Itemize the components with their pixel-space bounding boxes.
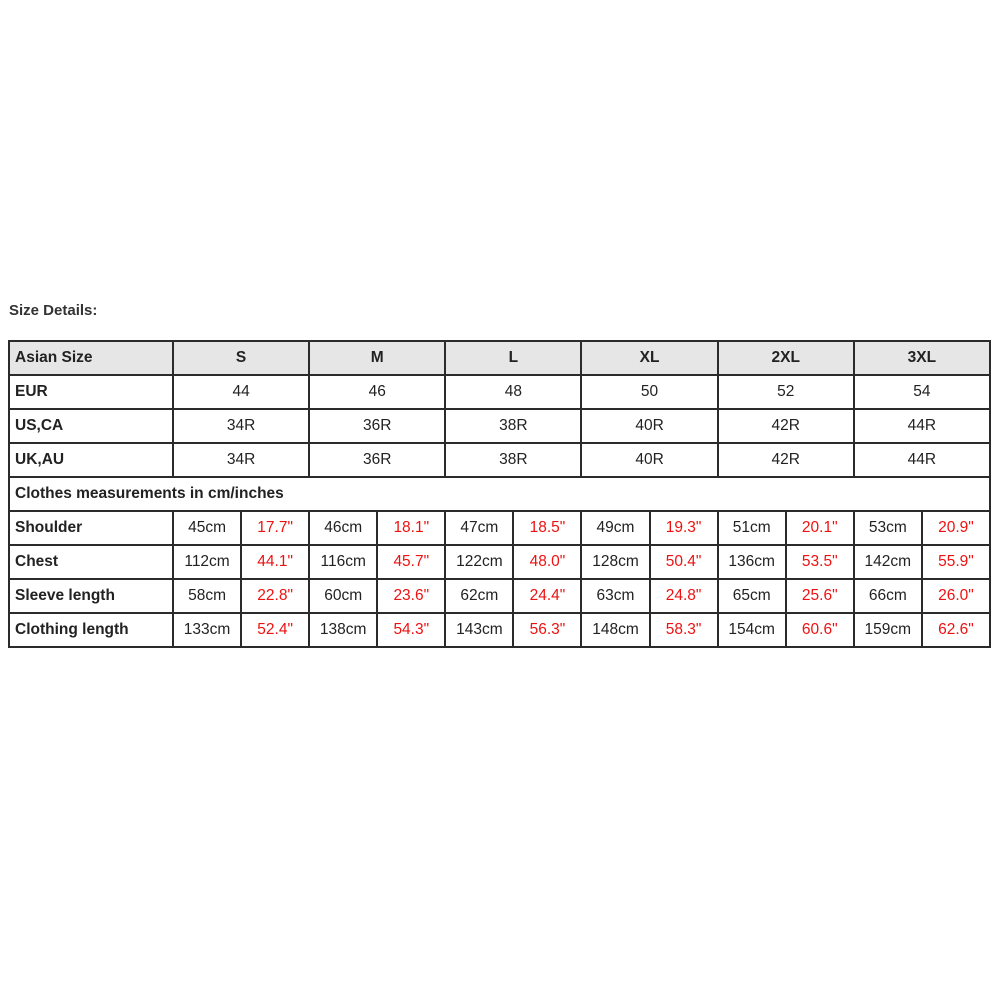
- measurement-note-prefix: Clothes measurements in cm/: [15, 485, 235, 502]
- row-label: EUR: [9, 375, 173, 409]
- table-cell: 42R: [718, 443, 854, 477]
- table-cell: 46: [309, 375, 445, 409]
- inch-cell: 26.0": [922, 579, 990, 613]
- inch-cell: 55.9": [922, 545, 990, 579]
- inch-cell: 25.6": [786, 579, 854, 613]
- table-cell: 34R: [173, 409, 309, 443]
- cm-cell: 136cm: [718, 545, 786, 579]
- inch-cell: 19.3": [650, 511, 718, 545]
- row-label: US,CA: [9, 409, 173, 443]
- cm-cell: 133cm: [173, 613, 241, 647]
- inch-cell: 24.4": [513, 579, 581, 613]
- measurement-note-suffix: inches: [234, 485, 284, 502]
- cm-cell: 62cm: [445, 579, 513, 613]
- inch-cell: 50.4": [650, 545, 718, 579]
- table-cell: 36R: [309, 443, 445, 477]
- table-cell: 38R: [445, 443, 581, 477]
- inch-cell: 45.7": [377, 545, 445, 579]
- table-cell: 44R: [854, 443, 990, 477]
- inch-cell: 17.7": [241, 511, 309, 545]
- inch-cell: 22.8": [241, 579, 309, 613]
- table-cell: 34R: [173, 443, 309, 477]
- header-label: Asian Size: [9, 341, 173, 375]
- inch-cell: 54.3": [377, 613, 445, 647]
- row-label: UK,AU: [9, 443, 173, 477]
- size-header-m: M: [309, 341, 445, 375]
- inch-cell: 53.5": [786, 545, 854, 579]
- table-row-clothing-length: [9, 613, 990, 647]
- measurement-note-row: [9, 477, 990, 511]
- size-chart-table: [8, 340, 991, 648]
- cm-cell: 60cm: [309, 579, 377, 613]
- table-cell: 52: [718, 375, 854, 409]
- inch-cell: 18.1": [377, 511, 445, 545]
- table-row-chest: [9, 545, 990, 579]
- table-cell: 48: [445, 375, 581, 409]
- cm-cell: 45cm: [173, 511, 241, 545]
- inch-cell: 23.6": [377, 579, 445, 613]
- measurement-note: [9, 477, 990, 511]
- cm-cell: 47cm: [445, 511, 513, 545]
- inch-cell: 62.6": [922, 613, 990, 647]
- inch-cell: 18.5": [513, 511, 581, 545]
- row-label: Chest: [9, 545, 173, 579]
- cm-cell: 148cm: [581, 613, 649, 647]
- cm-cell: 51cm: [718, 511, 786, 545]
- table-row-us-ca: [9, 409, 990, 443]
- row-label: Clothing length: [9, 613, 173, 647]
- cm-cell: 112cm: [173, 545, 241, 579]
- table-cell: 42R: [718, 409, 854, 443]
- table-row-shoulder: [9, 511, 990, 545]
- cm-cell: 63cm: [581, 579, 649, 613]
- inch-cell: 56.3": [513, 613, 581, 647]
- cm-cell: 154cm: [718, 613, 786, 647]
- row-label: Shoulder: [9, 511, 173, 545]
- cm-cell: 65cm: [718, 579, 786, 613]
- cm-cell: 49cm: [581, 511, 649, 545]
- inch-cell: 60.6": [786, 613, 854, 647]
- size-header-l: L: [445, 341, 581, 375]
- inch-cell: 20.1": [786, 511, 854, 545]
- size-header-s: S: [173, 341, 309, 375]
- inch-cell: 24.8": [650, 579, 718, 613]
- cm-cell: 159cm: [854, 613, 922, 647]
- cm-cell: 128cm: [581, 545, 649, 579]
- cm-cell: 58cm: [173, 579, 241, 613]
- page-title: Size Details:: [9, 302, 98, 319]
- table-cell: 40R: [581, 443, 717, 477]
- inch-cell: 48.0": [513, 545, 581, 579]
- cm-cell: 142cm: [854, 545, 922, 579]
- inch-cell: 58.3": [650, 613, 718, 647]
- table-row-uk-au: [9, 443, 990, 477]
- cm-cell: 138cm: [309, 613, 377, 647]
- inch-cell: 20.9": [922, 511, 990, 545]
- cm-cell: 143cm: [445, 613, 513, 647]
- cm-cell: 116cm: [309, 545, 377, 579]
- size-header-xl: XL: [581, 341, 717, 375]
- table-cell: 44: [173, 375, 309, 409]
- size-header-3xl: 3XL: [854, 341, 990, 375]
- cm-cell: 53cm: [854, 511, 922, 545]
- cm-cell: 66cm: [854, 579, 922, 613]
- table-cell: 38R: [445, 409, 581, 443]
- table-cell: 54: [854, 375, 990, 409]
- inch-cell: 44.1": [241, 545, 309, 579]
- inch-cell: 52.4": [241, 613, 309, 647]
- size-header-2xl: 2XL: [718, 341, 854, 375]
- header-row: [9, 341, 990, 375]
- row-label: Sleeve length: [9, 579, 173, 613]
- table-cell: 44R: [854, 409, 990, 443]
- table-cell: 50: [581, 375, 717, 409]
- table-row-eur: [9, 375, 990, 409]
- table-cell: 40R: [581, 409, 717, 443]
- table-cell: 36R: [309, 409, 445, 443]
- cm-cell: 122cm: [445, 545, 513, 579]
- cm-cell: 46cm: [309, 511, 377, 545]
- table-row-sleeve-length: [9, 579, 990, 613]
